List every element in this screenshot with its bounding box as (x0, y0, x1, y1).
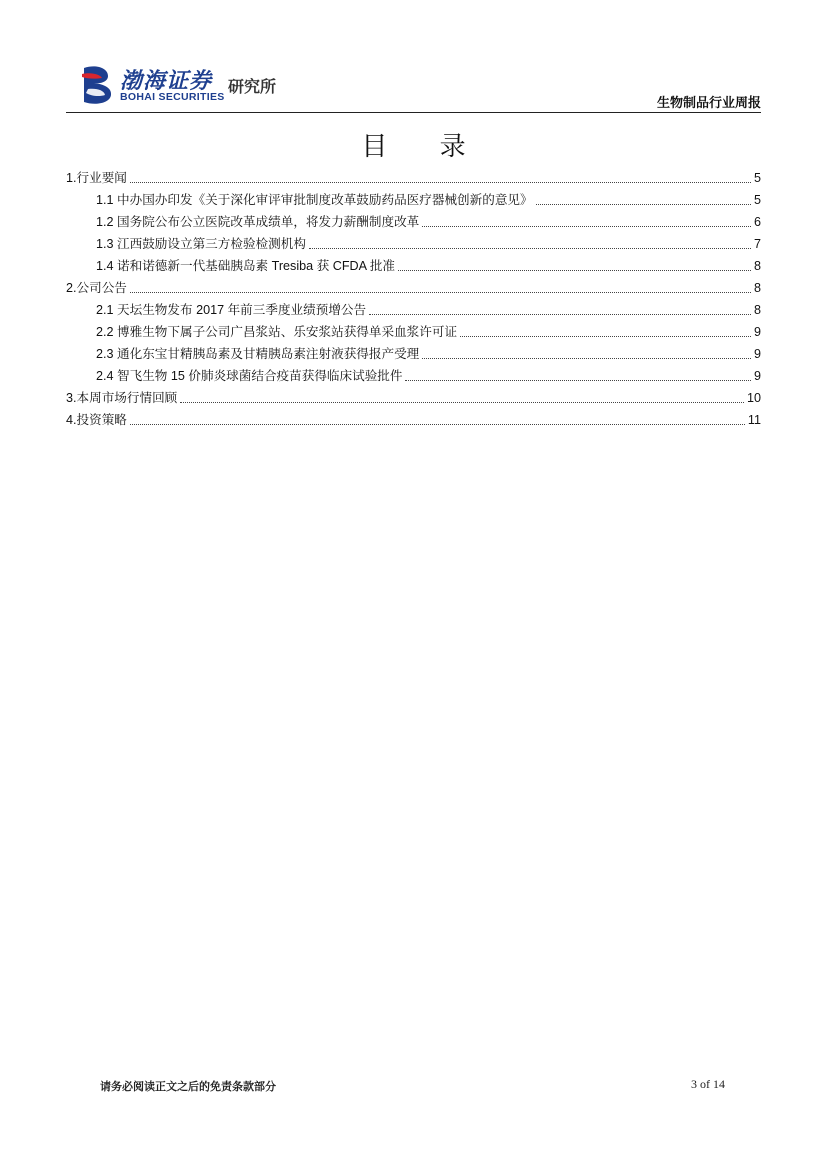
toc-entry-label: 2.1 天坛生物发布 2017 年前三季度业绩预增公告 (96, 303, 367, 317)
toc-entry-page: 10 (746, 391, 761, 405)
toc-entry[interactable] (66, 343, 761, 365)
toc-entry-page: 8 (753, 281, 761, 295)
toc-leader-dots (369, 314, 751, 315)
toc-entry-page: 9 (753, 347, 761, 361)
toc-entry[interactable] (66, 365, 761, 387)
toc-entry-label: 2.2 博雅生物下属子公司广昌浆站、乐安浆站获得单采血浆许可证 (96, 325, 458, 339)
toc-entry[interactable] (66, 189, 761, 211)
toc-entry[interactable] (66, 277, 761, 299)
toc-entry-label: 1.3 江西鼓励设立第三方检验检测机构 (96, 237, 306, 251)
toc-entry-label: 2.公司公告 (66, 281, 127, 295)
logo-chinese-name: 渤海证券 (120, 69, 213, 94)
bohai-logo-icon (78, 62, 116, 106)
toc-entry-label: 1.4 诺和诺德新一代基础胰岛素 Tresiba 获 CFDA 批准 (96, 259, 396, 273)
toc-entry-page: 5 (753, 171, 761, 185)
company-logo (78, 62, 298, 108)
toc-entry[interactable] (66, 255, 761, 277)
toc-entry[interactable] (66, 167, 761, 189)
toc-leader-dots (398, 270, 751, 271)
report-type: 生物制品行业周报 (656, 96, 761, 111)
toc-entry[interactable] (66, 321, 761, 343)
toc-leader-dots (309, 248, 751, 249)
toc-leader-dots (130, 424, 745, 425)
logo-english-name: BOHAI SECURITIES (120, 91, 225, 103)
toc-entry-label: 1.行业要闻 (66, 171, 127, 185)
footer-disclaimer: 请务必阅读正文之后的免责条款部分 (100, 1080, 276, 1093)
toc-entry-label: 4.投资策略 (66, 413, 127, 427)
toc-entry[interactable] (66, 299, 761, 321)
toc-entry-page: 6 (753, 215, 761, 229)
toc-entry-label: 1.2 国务院公布公立医院改革成绩单，将发力薪酬制度改革 (96, 215, 420, 229)
toc-leader-dots (130, 292, 751, 293)
toc-entry-page: 8 (753, 303, 761, 317)
toc-leader-dots (460, 336, 751, 337)
toc-entry-page: 8 (753, 259, 761, 273)
toc-leader-dots (536, 204, 751, 205)
header-divider (66, 112, 761, 113)
toc-leader-dots (130, 182, 751, 183)
toc-entry-page: 9 (753, 369, 761, 383)
table-of-contents (66, 167, 761, 431)
toc-leader-dots (422, 358, 751, 359)
toc-leader-dots (422, 226, 751, 227)
toc-entry-page: 11 (747, 413, 761, 427)
toc-entry[interactable] (66, 387, 761, 409)
toc-entry-label: 2.3 通化东宝甘精胰岛素及甘精胰岛素注射液获得报产受理 (96, 347, 420, 361)
toc-entry[interactable] (66, 211, 761, 233)
toc-leader-dots (405, 380, 751, 381)
toc-entry-label: 1.1 中办国办印发《关于深化审评审批制度改革鼓励药品医疗器械创新的意见》 (96, 193, 533, 207)
institute-label: 研究所 (228, 77, 277, 96)
toc-title: 目 录 (361, 132, 488, 162)
toc-entry[interactable] (66, 233, 761, 255)
toc-entry-page: 5 (753, 193, 761, 207)
toc-entry-label: 3.本周市场行情回顾 (66, 391, 178, 405)
footer-page-number: 3 of 14 (691, 1077, 725, 1091)
toc-entry[interactable] (66, 409, 761, 431)
toc-entry-page: 7 (753, 237, 761, 251)
toc-entry-label: 2.4 智飞生物 15 价肺炎球菌结合疫苗获得临床试验批件 (96, 369, 403, 383)
toc-leader-dots (180, 402, 744, 403)
toc-entry-page: 9 (753, 325, 761, 339)
